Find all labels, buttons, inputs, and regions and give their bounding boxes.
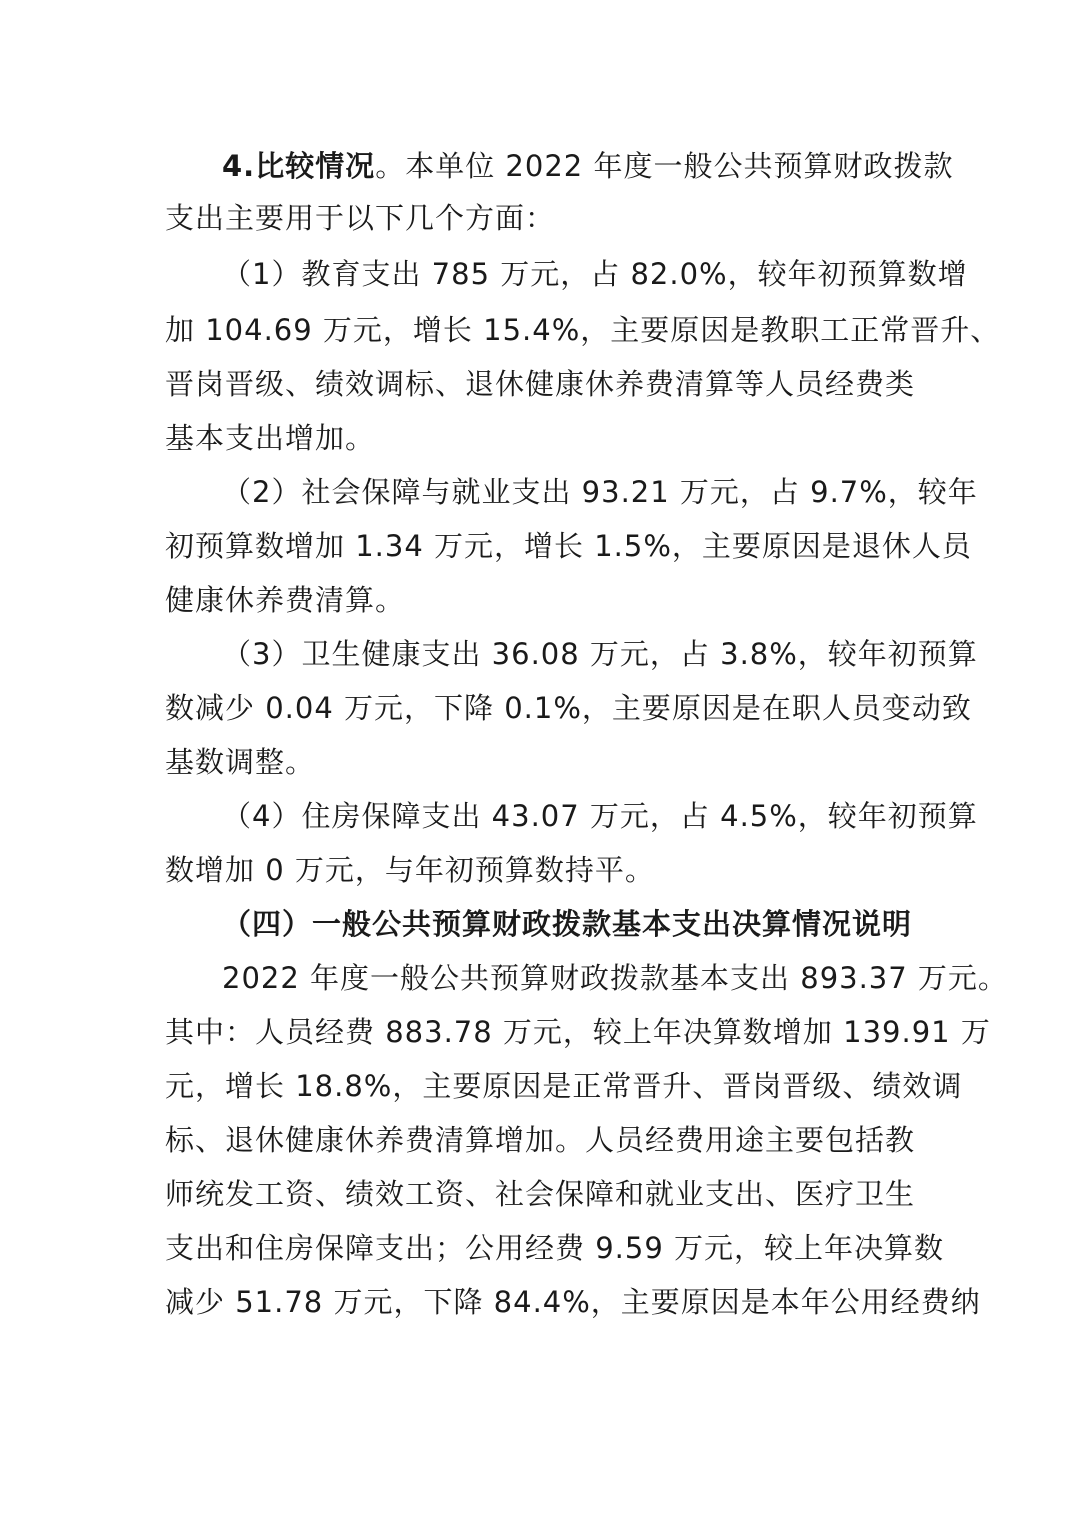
basic-expenditure-line-4: 标、退休健康休养费清算增加。人员经费用途主要包括教	[165, 1123, 916, 1157]
basic-expenditure-line-1: 2022 年度一般公共预算财政拨款基本支出 893.37 万元。	[222, 961, 1008, 995]
item-health-line-3: 基数调整。	[165, 745, 316, 779]
item-housing-line-1: （4）住房保障支出 43.07 万元，占 4.5%，较年初预算	[222, 799, 978, 833]
basic-expenditure-line-7: 减少 51.78 万元，下降 84.4%，主要原因是本年公用经费纳	[165, 1285, 981, 1319]
comparison-intro-text: 。本单位 2022 年度一般公共预算财政拨款	[375, 149, 954, 183]
basic-expenditure-line-5: 师统发工资、绩效工资、社会保障和就业支出、医疗卫生	[165, 1177, 916, 1211]
section-heading-basic-expenditure: （四）一般公共预算财政拨款基本支出决算情况说明	[222, 907, 913, 941]
basic-expenditure-line-2: 其中：人员经费 883.78 万元，较上年决算数增加 139.91 万	[165, 1015, 991, 1049]
item-health-line-2: 数减少 0.04 万元，下降 0.1%，主要原因是在职人员变动致	[165, 691, 972, 725]
item-education-line-4: 基本支出增加。	[165, 421, 376, 455]
basic-expenditure-line-6: 支出和住房保障支出；公用经费 9.59 万元，较上年决算数	[165, 1231, 945, 1265]
item-social-security-line-2: 初预算数增加 1.34 万元，增长 1.5%，主要原因是退休人员	[165, 529, 972, 563]
item-social-security-line-1: （2）社会保障与就业支出 93.21 万元，占 9.7%，较年	[222, 475, 978, 509]
basic-expenditure-line-3: 元，增长 18.8%，主要原因是正常晋升、晋岗晋级、绩效调	[165, 1069, 963, 1103]
item-health-line-1: （3）卫生健康支出 36.08 万元，占 3.8%，较年初预算	[222, 637, 978, 671]
paragraph-comparison-line-1	[222, 146, 953, 186]
item-education-line-1: （1）教育支出 785 万元，占 82.0%，较年初预算数增	[222, 257, 968, 291]
item-education-line-2: 加 104.69 万元，增长 15.4%，主要原因是教职工正常晋升、	[165, 313, 1001, 347]
item-housing-line-2: 数增加 0 万元，与年初预算数持平。	[165, 853, 655, 887]
comparison-heading: 4.比较情况	[222, 149, 376, 183]
item-education-line-3: 晋岗晋级、绩效调标、退休健康休养费清算等人员经费类	[165, 367, 916, 401]
paragraph-comparison-line-2: 支出主要用于以下几个方面：	[165, 201, 556, 235]
item-social-security-line-3: 健康休养费清算。	[165, 583, 406, 617]
